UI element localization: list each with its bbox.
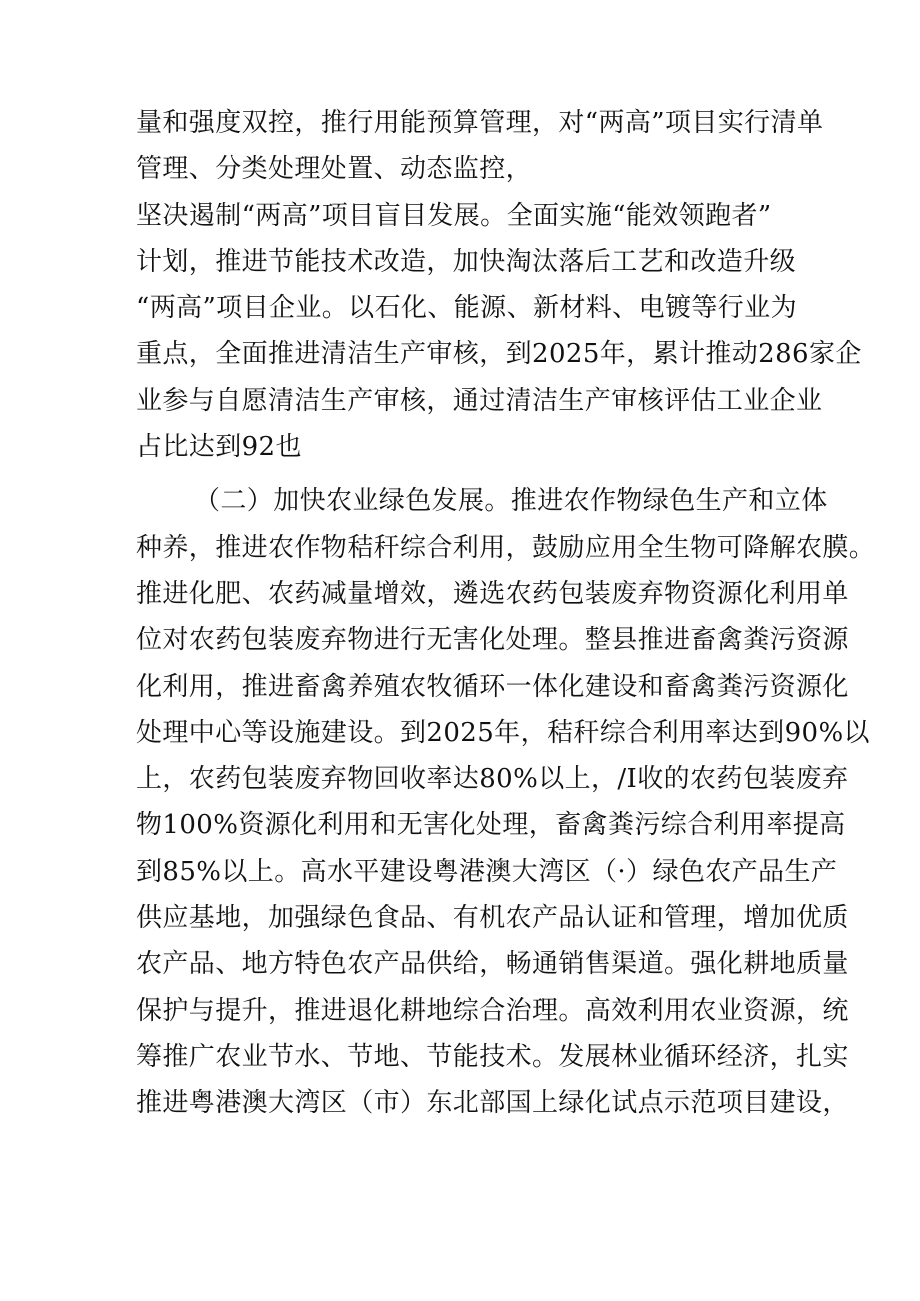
text-line: 筹推广农业节水、节地、节能技术。发展林业循环经济，扎实 (136, 1041, 849, 1072)
text-line: 重点，全面推进清洁生产审核，到2025年，累计推动286家企 (136, 339, 862, 370)
body-text (136, 100, 876, 1127)
text-line: 供应基地，加强绿色食品、有机农产品认证和管理，增加优质 (136, 903, 849, 934)
text-line: 量和强度双控，推行用能预算管理，对“两高”项目实行清单 (136, 108, 824, 138)
paragraph-heading-line: （二）加快农业绿色发展。推进农作物绿色生产和立体 (194, 486, 828, 517)
text-line: 化利用，推进畜禽养殖农牧循环一体化建设和畜禽粪污资源化 (136, 671, 849, 702)
text-line: 推进粤港澳大湾区（市）东北部国上绿化试点示范项目建设， (136, 1088, 849, 1119)
text-line: 处理中心等设施建设。到2025年，秸秆综合利用率达到90%以 (136, 717, 870, 748)
text-line: 占比达到92也 (136, 432, 302, 463)
text-line: 农产品、地方特色农产品供给，畅通销售渠道。强化耕地质量 (136, 949, 849, 980)
text-line: “两高”项目企业。以石化、能源、新材料、电镀等行业为 (136, 293, 797, 324)
text-line: 位对农药包装废弃物进行无害化处理。整县推进畜禽粪污资源 (136, 625, 849, 656)
text-line: 推进化肥、农药减量增效，遴选农药包装废弃物资源化利用单 (136, 578, 849, 609)
text-line: 物100%资源化利用和无害化处理，畜禽粪污综合利用率提高 (136, 810, 846, 841)
text-line: 业参与自愿清洁生产审核，通过清洁生产审核评估工业企业 (136, 385, 823, 416)
text-line: 保护与提升，推进退化耕地综合治理。高效利用农业资源，统 (136, 995, 849, 1026)
text-line: 到85%以上。高水平建设粤港澳大湾区（·）绿色农产品生产 (136, 856, 838, 887)
text-line: 上，农药包装废弃物回收率达80%以上，/I收的农药包装废弃 (136, 764, 849, 795)
text-line: 计划，推进节能技术改造，加快淘汰落后工艺和改造升级 (136, 246, 797, 277)
text-line: 坚决遏制“两高”项目盲目发展。全面实施“能效领跑者” (136, 200, 772, 231)
text-line: 管理、分类处理处置、动态监控， (136, 154, 533, 185)
text-line: 种养，推进农作物秸秆综合利用，鼓励应用全生物可降解农膜。 (136, 532, 876, 563)
